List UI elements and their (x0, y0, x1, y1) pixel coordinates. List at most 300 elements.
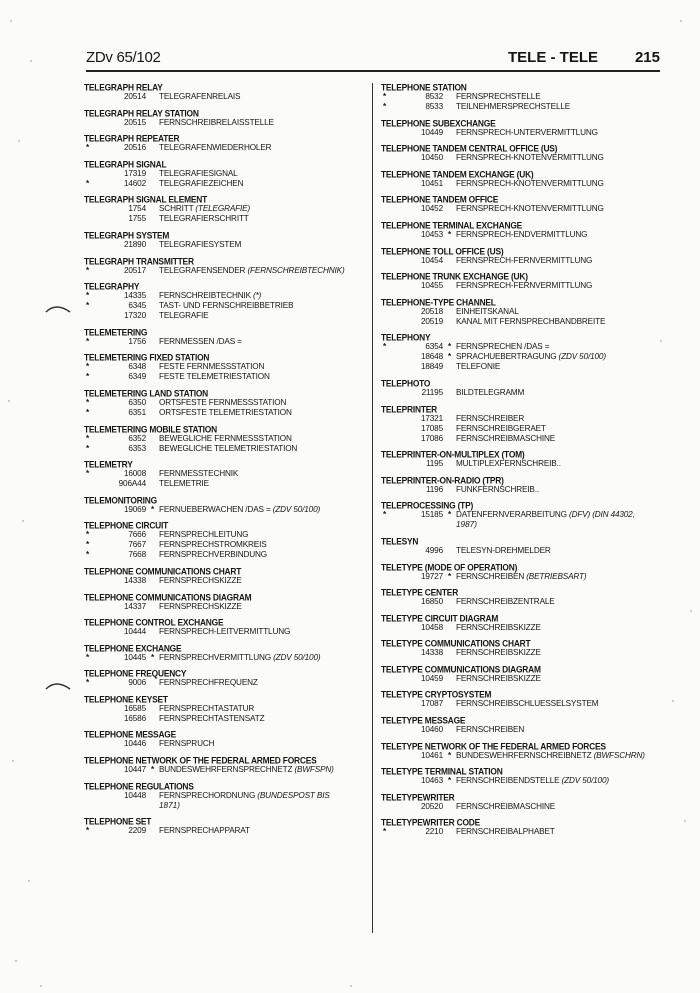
german-translation: BEWEGLICHE TELEMETRIESTATION (159, 443, 298, 453)
translation-row (84, 179, 366, 189)
translation-qualifier: (ZDV 50/100) (273, 652, 321, 662)
entry-term: TELEPHONE TERMINAL EXCHANGE (381, 219, 523, 231)
dictionary-entry (84, 755, 366, 775)
dictionary-entry (84, 327, 366, 347)
entry-term: TELEPHONE COMMUNICATIONS DIAGRAM (84, 591, 252, 603)
term-code: 16585 (123, 703, 146, 713)
term-code: 9006 (128, 678, 146, 688)
entry-term: TELEPHONE TANDEM OFFICE (381, 194, 499, 205)
entry-term: TELEPROCESSING (TP) (381, 500, 474, 511)
dictionary-entry (381, 766, 663, 786)
term-code: 20515 (123, 117, 146, 127)
translation-row (84, 214, 366, 224)
translation-row (381, 434, 663, 444)
term-code: 7668 (128, 550, 146, 560)
asterisk-marker: * (86, 362, 90, 372)
dictionary-entry (84, 694, 366, 724)
asterisk-marker: * (86, 550, 90, 560)
german-translation: FERNSCHREIBALPHABET (456, 827, 555, 837)
dictionary-entry (381, 664, 663, 684)
translation-row (84, 143, 366, 153)
term-code: 17321 (420, 413, 443, 423)
asterisk-marker: * (383, 342, 387, 352)
german-translation: FERNSPRECHAPPARAT (159, 826, 250, 836)
german-translation: SCHRITT (TELEGRAFIE) (159, 204, 251, 214)
dictionary-entry (84, 194, 366, 224)
translation-row (381, 179, 663, 189)
entry-term: TELEPHONE SET (84, 816, 152, 827)
asterisk-marker: * (86, 443, 90, 453)
entry-term: TELEPHONE FREQUENCY (84, 668, 187, 679)
term-code: 6345 (128, 301, 146, 311)
term-code: 2210 (425, 827, 443, 837)
dictionary-entry (381, 792, 663, 812)
german-translation: FERNSCHREIBMASCHINE (456, 433, 556, 443)
translation-row (84, 204, 366, 214)
entry-term: TELETYPEWRITER (381, 791, 455, 803)
asterisk-marker: * (383, 102, 387, 111)
term-code: 17320 (123, 311, 146, 321)
dictionary-entry (381, 82, 663, 112)
german-translation: TELEGRAFIESIGNAL (159, 168, 238, 178)
asterisk-marker: * (448, 352, 452, 362)
asterisk-marker: * (448, 510, 452, 520)
entry-term: TELEMETERING (84, 326, 148, 338)
entry-term: TELEPHONE MESSAGE (84, 729, 176, 741)
german-translation: BILDTELEGRAMM (456, 387, 525, 397)
scan-speck (22, 520, 24, 522)
dictionary-entry (84, 352, 366, 382)
scan-speck (40, 985, 42, 987)
german-translation: FERNSPRECHLEITUNG (159, 530, 249, 540)
term-code: 17086 (420, 433, 443, 443)
term-code: 10461 (420, 750, 443, 760)
german-translation: TELEGRAFENRELAIS (159, 92, 241, 101)
header-rule (86, 70, 660, 72)
entry-term: TELEPHOTO (381, 377, 431, 389)
dictionary-entry (381, 613, 663, 633)
entry-term: TELEPRINTER-ON-RADIO (TPR) (381, 474, 504, 486)
entry-term: TELEMETERING LAND STATION (84, 387, 209, 399)
dictionary-entry (381, 220, 663, 240)
translation-row (381, 827, 663, 837)
dictionary-entry (84, 781, 366, 811)
term-code: 21890 (123, 239, 146, 249)
translation-row (381, 725, 663, 735)
german-translation: TELEGRAFIE (159, 311, 209, 321)
term-code: 1195 (425, 459, 443, 469)
asterisk-marker: * (86, 652, 90, 662)
translation-row (84, 505, 366, 515)
entry-term: TELEPRINTER (381, 403, 437, 415)
dictionary-entry (84, 592, 366, 612)
translation-row (381, 623, 663, 633)
term-code: 17319 (123, 168, 146, 178)
translation-row (381, 388, 663, 398)
entry-term: TELEMETRY (84, 459, 133, 470)
term-code: 14337 (123, 601, 146, 611)
term-code: 18648 (420, 352, 443, 362)
dictionary-entry (84, 729, 366, 749)
translation-row (84, 540, 366, 550)
entry-term: TELEGRAPH SIGNAL (84, 158, 167, 170)
german-translation: TELEGRAFIERSCHRITT (159, 214, 249, 224)
term-code: 10463 (420, 776, 443, 786)
asterisk-marker: * (86, 540, 90, 550)
translation-row (84, 765, 366, 775)
entry-term: TELEGRAPH RELAY STATION (84, 107, 199, 119)
dictionary-entry (381, 587, 663, 607)
german-translation: BUNDESWEHRFERNSCHREIBNETZ (BWFSCHRN) (456, 750, 645, 760)
german-translation: FERNSPRECHVERMITTLUNG (ZDV 50/100) (159, 652, 321, 662)
entry-term: TELEGRAPH REPEATER (84, 133, 180, 144)
german-translation: FERNSPRECH-FERNVERMITTLUNG (456, 281, 593, 291)
translation-qualifier: (DFV) (DIN 44302, (569, 510, 635, 520)
term-code: 20520 (420, 801, 443, 811)
asterisk-marker: * (151, 652, 155, 662)
entry-term: TELEPHONE COMMUNICATIONS CHART (84, 565, 242, 577)
entry-term: TELEGRAPHY (84, 281, 140, 292)
german-translation: FERNSCHREIBSKIZZE (456, 648, 541, 658)
dictionary-entry (381, 449, 663, 469)
german-translation: TELEFONIE (456, 362, 501, 372)
german-translation: FERNSPRECHTASTENSATZ (159, 713, 265, 723)
dictionary-entry (381, 143, 663, 163)
german-translation: FERNSPRECHEN /DAS = (456, 342, 550, 352)
term-code: 20518 (420, 306, 443, 316)
translation-continuation: 1987) (456, 520, 477, 530)
translation-row (84, 627, 366, 637)
scan-speck (8, 400, 10, 402)
term-code: 4996 (425, 545, 443, 555)
dictionary-entry (84, 520, 366, 560)
german-translation: BUNDESWEHRFERNSPRECHNETZ (BWFSPN) (159, 765, 334, 775)
dictionary-entry (84, 566, 366, 586)
asterisk-marker: * (448, 750, 452, 760)
translation-qualifier: (ZDV 50/100) (272, 504, 321, 514)
translation-row (84, 301, 366, 311)
term-code: 6353 (128, 443, 146, 453)
term-code: 10450 (420, 153, 443, 163)
german-translation: FERNSPRECHFREQUENZ (159, 678, 258, 688)
page-header (86, 49, 660, 69)
german-translation: KANAL MIT FERNSPRECHBANDBREITE (456, 316, 606, 326)
entry-term: TELETYPE MESSAGE (381, 715, 466, 726)
german-translation: TELEMETRIE (159, 479, 209, 489)
dictionary-entry (381, 194, 663, 214)
german-translation: FERNSPRECH-UNTERVERMITTLUNG (456, 127, 598, 137)
german-translation: FERNSPRUCH (159, 739, 215, 749)
translation-row (381, 352, 663, 362)
entry-term: TELEGRAPH RELAY (84, 82, 163, 93)
asterisk-marker: * (86, 265, 90, 275)
scan-speck (680, 20, 682, 22)
german-translation: FERNSCHREIBSKIZZE (456, 673, 541, 683)
dictionary-entry (381, 689, 663, 709)
german-translation: FERNSCHREIBEN (456, 725, 525, 735)
dictionary-entry (381, 475, 663, 495)
translation-row (84, 398, 366, 408)
german-translation: MULTIPLEXFERNSCHREIB.. (456, 459, 561, 469)
punch-mark-bottom (44, 677, 74, 699)
term-code: 10447 (123, 765, 146, 775)
asterisk-marker: * (86, 678, 90, 688)
translation-row (381, 546, 663, 556)
dictionary-entry (381, 404, 663, 444)
translation-row (84, 550, 366, 560)
entry-term: TELEPHONE REGULATIONS (84, 780, 194, 792)
entry-term: TELEMETERING FIXED STATION (84, 352, 210, 363)
translation-qualifier: (FERNSCHREIBTECHNIK) (247, 265, 345, 275)
term-code: 16586 (123, 713, 146, 723)
translation-row (381, 485, 663, 495)
german-translation: DATENFERNVERARBEITUNG (DFV) (DIN 44302, (456, 510, 635, 520)
term-code: 7666 (128, 530, 146, 540)
translation-row (381, 342, 663, 352)
german-translation: FESTE FERNMESSSTATION (159, 362, 265, 372)
entry-term: TELEPHONE-TYPE CHANNEL (381, 296, 496, 308)
dictionary-entry (84, 495, 366, 515)
translation-row (381, 307, 663, 317)
dictionary-entry (84, 281, 366, 321)
entry-term: TELETYPEWRITER CODE (381, 817, 481, 829)
translation-row (381, 256, 663, 266)
dictionary-entry (84, 459, 366, 489)
asterisk-marker: * (383, 510, 387, 520)
entry-term: TELEPHONE TANDEM CENTRAL OFFICE (US) (381, 143, 558, 154)
translation-row (84, 739, 366, 749)
term-code: 16008 (123, 469, 146, 479)
translation-row (84, 479, 366, 489)
dictionary-entry (84, 668, 366, 688)
dictionary-entry (381, 297, 663, 327)
dictionary-entry (381, 715, 663, 735)
asterisk-marker: * (86, 178, 90, 188)
translation-qualifier: (BETRIEBSART) (526, 571, 587, 581)
german-translation: FERNSPRECH-KNOTENVERMITTLUNG (456, 153, 604, 163)
translation-row (381, 776, 663, 786)
german-translation: SPRACHUEBERTRAGUNG (ZDV 50/100) (456, 352, 606, 362)
term-code: 19069 (123, 504, 146, 514)
dictionary-entry (381, 169, 663, 189)
translation-row (381, 597, 663, 607)
entry-term: TELEPHONE EXCHANGE (84, 642, 182, 654)
translation-row (381, 510, 663, 520)
translation-row (84, 469, 366, 479)
term-code: 10454 (420, 255, 443, 265)
term-code: 15185 (420, 510, 443, 520)
term-code: 10445 (123, 652, 146, 662)
dictionary-entry (84, 256, 366, 276)
german-translation: FERNSCHREIBSCHLUESSELSYSTEM (456, 699, 599, 709)
translation-row (84, 530, 366, 540)
translation-row (84, 362, 366, 372)
term-code: 18849 (420, 362, 443, 372)
entry-term: TELETYPE TERMINAL STATION (381, 766, 503, 777)
german-translation: FERNSPRECH-FERNVERMITTLUNG (456, 255, 593, 265)
translation-row (84, 714, 366, 724)
term-code: 14602 (123, 178, 146, 188)
translation-row (381, 128, 663, 138)
term-code: 10448 (123, 790, 146, 800)
translation-row (84, 791, 366, 801)
term-code: 1754 (128, 204, 146, 214)
german-translation: FERNSCHREIBER (456, 413, 525, 423)
german-translation: FERNSPRECHSKIZZE (159, 575, 242, 585)
dictionary-entry (84, 159, 366, 189)
asterisk-marker: * (448, 229, 452, 239)
entry-term: TELEPHONE CIRCUIT (84, 520, 169, 531)
scan-speck (18, 140, 20, 142)
term-code: 20519 (420, 316, 443, 326)
translation-row (84, 444, 366, 454)
entry-term: TELEPHONE SUBEXCHANGE (381, 117, 496, 129)
term-code: 14338 (123, 575, 146, 585)
dictionary-entry (381, 246, 663, 266)
term-code: 7667 (128, 540, 146, 550)
term-code: 10446 (123, 739, 146, 749)
scan-speck (660, 340, 662, 342)
german-translation: FERNSPRECH-ENDVERMITTLUNG (456, 229, 588, 239)
translation-row (84, 576, 366, 586)
german-translation: FERNSPRECHSKIZZE (159, 601, 242, 611)
entry-term: TELETYPE CRYPTOSYSTEM (381, 689, 492, 701)
term-code: 906A44 (118, 479, 146, 489)
asterisk-marker: * (151, 765, 155, 775)
scan-speck (12, 760, 14, 762)
german-translation: FUNKFERNSCHREIB.. (456, 484, 539, 494)
dictionary-entry (381, 536, 663, 556)
german-translation: FERNMESSTECHNIK (159, 469, 239, 479)
term-code: 10453 (420, 229, 443, 239)
entry-term: TELEPHONE CONTROL EXCHANGE (84, 617, 224, 628)
scan-speck (690, 610, 692, 612)
term-code: 1755 (128, 214, 146, 224)
dictionary-entry (381, 271, 663, 291)
dictionary-entry (84, 388, 366, 418)
asterisk-marker: * (86, 397, 90, 407)
translation-row (84, 678, 366, 688)
scan-speck (28, 880, 30, 882)
translation-row (381, 153, 663, 163)
translation-qualifier: (*) (253, 291, 262, 301)
entry-term: TELEPHONE KEYSET (84, 693, 168, 705)
dictionary-entry (84, 816, 366, 836)
term-code: 6349 (128, 372, 146, 382)
german-translation: TELEGRAFENWIEDERHOLER (159, 143, 272, 153)
german-translation: ORTSFESTE FERNMESSSTATION (159, 397, 287, 407)
translation-row (381, 751, 663, 761)
asterisk-marker: * (86, 433, 90, 443)
term-code: 14335 (123, 291, 146, 301)
term-code: 10452 (420, 204, 443, 214)
asterisk-marker: * (383, 827, 387, 837)
translation-qualifier: (BWFSPN) (294, 765, 334, 775)
german-translation: TEILNEHMERSPRECHSTELLE (456, 102, 571, 111)
translation-row (381, 674, 663, 684)
translation-row (84, 240, 366, 250)
term-code: 8532 (425, 92, 443, 101)
dictionary-entry (84, 108, 366, 128)
asterisk-marker: * (86, 291, 90, 301)
section-range: TELE - TELE (508, 49, 598, 66)
entry-term: TELEMONITORING (84, 494, 157, 506)
term-code: 1196 (425, 484, 443, 494)
page-number: 215 (634, 49, 660, 66)
german-translation: FERNSPRECHVERBINDUNG (159, 550, 267, 560)
asterisk-marker: * (86, 407, 90, 417)
asterisk-marker: * (383, 92, 387, 101)
term-code: 8533 (425, 102, 443, 111)
column-divider (372, 83, 373, 933)
translation-qualifier: (BUNDESPOST BIS (257, 790, 330, 800)
term-code: 21195 (421, 387, 443, 397)
german-translation: TAST- UND FERNSCHREIBBETRIEB (159, 301, 294, 311)
term-code: 20514 (123, 92, 146, 101)
document-reference: ZDv 65/102 (86, 49, 161, 66)
translation-continuation: 1871) (159, 800, 180, 810)
scan-speck (30, 60, 32, 62)
translation-qualifier: (BWFSCHRN) (593, 750, 645, 760)
translation-row (381, 699, 663, 709)
entry-term: TELEGRAPH TRANSMITTER (84, 255, 194, 267)
german-translation: TELEGRAFIEZEICHEN (159, 178, 244, 188)
term-code: 2209 (128, 826, 146, 836)
dictionary-entry (84, 82, 366, 102)
entry-term: TELETYPE (MODE OF OPERATION) (381, 561, 518, 573)
translation-row (84, 408, 366, 418)
term-code: 10460 (420, 725, 443, 735)
translation-row (84, 337, 366, 347)
german-translation: FERNMESSEN /DAS = (159, 336, 242, 346)
translation-row (381, 424, 663, 434)
dictionary-entry (84, 230, 366, 250)
asterisk-marker: * (86, 143, 90, 153)
german-translation: FERNSCHREIBMASCHINE (456, 801, 556, 811)
dictionary-entry (84, 643, 366, 663)
german-translation: FERNSCHREIBRELAISSTELLE (159, 117, 274, 127)
dictionary-entry (381, 638, 663, 658)
asterisk-marker: * (448, 342, 452, 352)
entry-term: TELEPHONE TOLL OFFICE (US) (381, 245, 504, 257)
german-translation: FERNUEBERWACHEN /DAS = (ZDV 50/100) (159, 504, 321, 514)
entry-term: TELETYPE CIRCUIT DIAGRAM (381, 612, 499, 624)
entry-term: TELEPHONE TRUNK EXCHANGE (UK) (381, 271, 528, 282)
asterisk-marker: * (86, 336, 90, 346)
term-code: 19727 (420, 571, 443, 581)
german-translation: FERNSCHREIBGERAET (456, 423, 546, 433)
translation-row (381, 572, 663, 582)
german-translation: FERNSPRECH-LEITVERMITTLUNG (159, 627, 291, 637)
translation-row (84, 92, 366, 102)
entry-term: TELETYPE CENTER (381, 587, 459, 598)
dictionary-entry (84, 617, 366, 637)
term-code: 6351 (128, 407, 146, 417)
asterisk-marker: * (86, 301, 90, 311)
right-column (381, 82, 663, 843)
punch-mark-top (44, 300, 74, 322)
translation-row (84, 826, 366, 836)
term-code: 6348 (128, 362, 146, 372)
entry-term: TELEPRINTER-ON-MULTIPLEX (TOM) (381, 449, 525, 460)
german-translation: FERNSPRECH-KNOTENVERMITTLUNG (456, 204, 604, 214)
german-translation: FERNSCHREIBENDSTELLE (ZDV 50/100) (456, 776, 609, 786)
asterisk-marker: * (86, 469, 90, 479)
translation-row (84, 118, 366, 128)
entry-term: TELEPHONE TANDEM EXCHANGE (UK) (381, 168, 534, 180)
dictionary-entry (84, 424, 366, 454)
translation-row (381, 317, 663, 327)
